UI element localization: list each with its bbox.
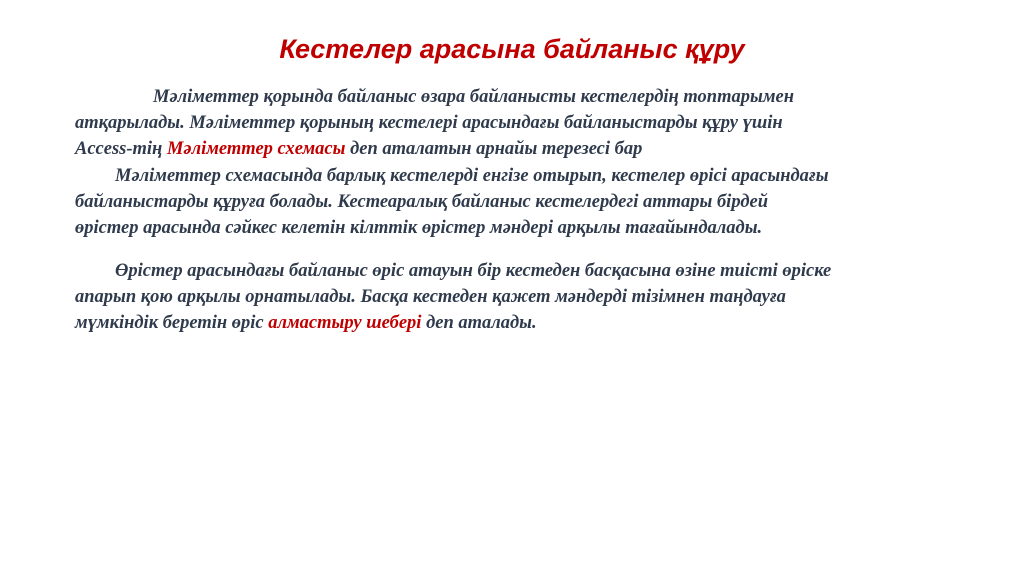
paragraph-2-line-3: өрістер арасында сәйкес келетін кілттік өрістер мәндері арқылы тағайындалады. — [75, 218, 763, 238]
paragraph-2 — [75, 163, 975, 241]
slide-title: Кестелер арасына байланыс құру — [279, 34, 745, 64]
paragraph-3-line-3-end: деп аталады. — [421, 313, 537, 333]
paragraph-3-line-3-start: мүмкіндік беретін өріс — [75, 313, 269, 333]
paragraph-1-line-1: Мәліметтер қорында байланыс өзара байланысты кестелердің топтарымен — [153, 87, 794, 107]
paragraph-2-line-2: байланыстарды құруға болады. Кестеаралық байланыс кестелердегі аттары бірдей — [75, 192, 769, 212]
paragraph-3-line-3 — [75, 310, 975, 336]
paragraph-1-line-3 — [75, 136, 975, 162]
paragraph-1 — [75, 84, 975, 162]
paragraph-3 — [75, 258, 975, 336]
term-schema-highlight: Мәліметтер схемасы — [166, 139, 346, 159]
paragraph-1-line-3-start: Access-тің — [75, 139, 167, 159]
paragraph-3-line-1: Өрістер арасындағы байланыс өріс атауын бір кестеден басқасына өзіне тиісті өріске — [115, 261, 832, 281]
paragraph-1-line-3-end: деп аталатын арнайы терезесі бар — [345, 139, 643, 159]
paragraph-1-line-2: атқарылады. Мәліметтер қорының кестелері арасындағы байланыстарды құру үшін — [75, 113, 783, 133]
paragraph-2-line-1: Мәліметтер схемасында барлық кестелерді енгізе отырып, кестелер өрісі арасындағы — [115, 166, 829, 186]
term-wizard-highlight: алмастыру шебері — [268, 313, 422, 333]
paragraph-3-line-2: апарып қою арқылы орнатылады. Басқа кестеден қажет мәндерді тізімнен таңдауға — [75, 287, 786, 307]
